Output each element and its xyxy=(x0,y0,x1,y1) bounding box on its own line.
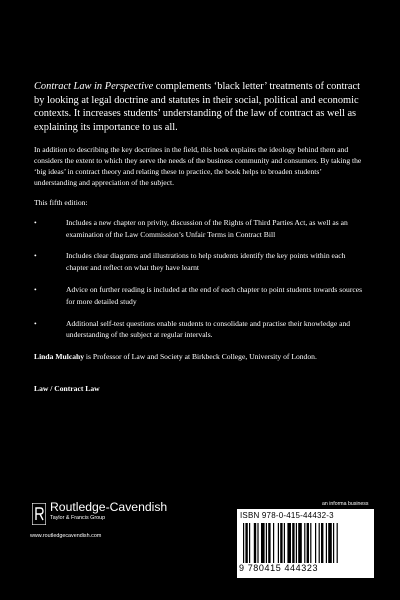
feature-text: Includes clear diagrams and illustrations to help students identify the key points within each chapter and reflect on what they have learnt xyxy=(66,251,346,273)
list-item xyxy=(34,217,364,241)
lead-paragraph xyxy=(34,80,364,135)
author-bio xyxy=(34,351,364,362)
barcode-image xyxy=(243,523,367,563)
list-item xyxy=(34,318,364,342)
author-bio-text: is Professor of Law and Society at Birkbeck College, University of London. xyxy=(84,352,317,362)
routledge-r-icon xyxy=(32,503,46,525)
list-item xyxy=(34,284,364,308)
barcode-box xyxy=(237,509,374,578)
bullet-icon: • xyxy=(34,318,37,328)
bullet-icon: • xyxy=(34,217,37,227)
blurb xyxy=(34,80,364,393)
feature-text: Advice on further reading is included at the end of each chapter to point students towards sources for more detailed study xyxy=(66,285,363,306)
feature-text: Additional self-test questions enable students to consolidate and practise their knowledge and understanding of the subject at regular intervals. xyxy=(66,318,351,340)
publisher-url[interactable]: www.routledgecavendish.com xyxy=(30,533,102,539)
description-paragraph: In addition to describing the key doctrines in the field, this book explains the ideology behind them and considers the extent to which they serve the needs of the business community and consumers. By taking the ‘big ideas’ in contract theory and relating these to practice, the book helps to broaden students’ understanding and appreciation of the subject. xyxy=(34,144,362,187)
edition-intro: This fifth edition: xyxy=(34,197,88,207)
barcode-digits: 9 780415 444323 xyxy=(239,563,319,573)
bullet-icon: • xyxy=(34,285,37,294)
lead-text: complements ‘black letter’ treatments of contract by looking at legal doctrine and statutes in their social, political and economic contexts. It increases students’ understanding of the law of contract as well as explaining its importance to us all. xyxy=(34,81,360,134)
feature-list xyxy=(34,217,364,341)
bullet-icon: • xyxy=(34,251,37,261)
list-item xyxy=(34,250,364,274)
subject-category: Law / Contract Law xyxy=(34,384,100,394)
publisher-block xyxy=(30,500,230,550)
publisher-name: Routledge-Cavendish xyxy=(50,500,168,514)
isbn-label: ISBN 978-0-415-44432-3 xyxy=(240,511,334,520)
feature-text: Includes a new chapter on privity, discussion of the Rights of Third Parties Act, as well as an examination of the Law Commission’s Unfair Terms in Contract Bill xyxy=(66,217,348,239)
publisher-group: Taylor & Francis Group xyxy=(50,515,106,521)
author-name: Linda Mulcahy xyxy=(34,352,85,362)
informa-tagline: an informa business xyxy=(322,501,369,507)
book-title: Contract Law in Perspective xyxy=(34,81,154,92)
